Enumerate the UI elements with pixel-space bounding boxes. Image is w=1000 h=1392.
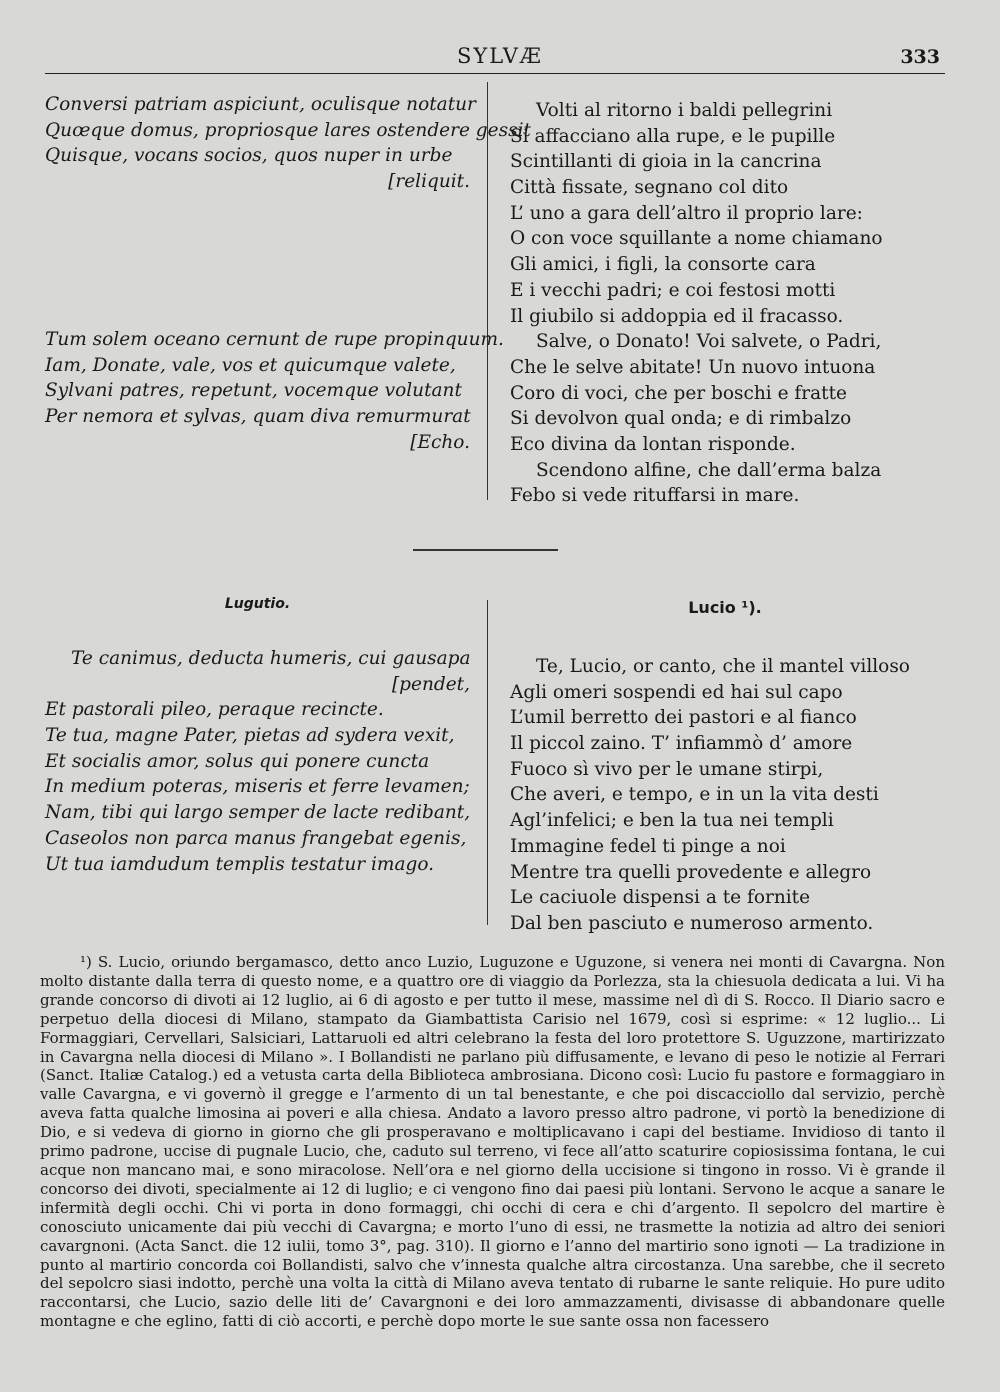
verse-line: Coro di voci, che per boschi e fratte: [510, 382, 847, 404]
verse-line: Quœque domus, propriosque lares ostendere gessit: [45, 119, 531, 141]
verse-line: Te canimus, deducta humeris, cui gausapa: [71, 648, 471, 669]
verse-line: Salve, o Donato! Voi salvete, o Padri,: [536, 331, 882, 353]
verse-line: Il giubilo si addoppia ed il fracasso.: [510, 305, 844, 327]
verse-line: Te tua, magne Pater, pietas ad sydera vexit,: [45, 725, 455, 747]
verse-line: Et socialis amor, solus qui ponere cuncta: [45, 750, 430, 772]
verse-line: Iam, Donate, vale, vos et quicumque valete,: [45, 354, 456, 376]
verse-line: Eco divina da lontan risponde.: [510, 433, 796, 455]
column-divider: [487, 600, 488, 925]
verse-line: L’umil berretto dei pastori e al fianco: [510, 707, 857, 729]
verse-line: Sylvani patres, repetunt, vocemque volutant: [45, 380, 462, 402]
verse-line: [pendet,: [391, 673, 470, 695]
header-rule: [45, 73, 945, 74]
verse-line: Mentre tra quelli provedente e allegro: [510, 861, 872, 883]
verse-line: Che le selve abitate! Un nuovo intuona: [510, 356, 876, 378]
verse-line: Febo si vede rituffarsi in mare.: [510, 485, 800, 507]
page-number: 333: [900, 46, 940, 68]
verse-line: Città fissate, segnano col dito: [510, 177, 789, 199]
latin-heading: Lugutio.: [224, 596, 291, 612]
running-header: SYLVÆ: [457, 44, 543, 68]
verse-line: Ut tua iamdudum templis testatur imago.: [45, 853, 435, 875]
verse-line: Scintillanti di gioia in la cancrina: [510, 151, 822, 173]
verse-line: Tum solem oceano cernunt de rupe propinquum.: [45, 329, 504, 350]
verse-line: Quisque, vocans socios, quos nuper in urbe: [45, 145, 453, 167]
verse-line: In medium poteras, miseris et ferre levamen;: [45, 776, 470, 798]
verse-line: Scendono alfine, che dall’erma balza: [536, 459, 882, 481]
verse-line: Gli amici, i figli, la consorte cara: [510, 254, 816, 276]
italian-verse-block-1: [510, 98, 940, 509]
footnote-text: ¹) S. Lucio, oriundo bergamasco, detto anco Luzio, Luguzone e Uguzone, si venera nei monti di Cavargna. Non molto distante dalla terra di questo nome, e a quattro ore di viaggio da Porlezza, sta la chiesuola dedicata a lui. Vi ha grande concorso di divoti ai 12 luglio, ai 6 di agosto e per tutto il mese, massime nel dì di S. Rocco. Il Diario sacro e perpetuo della diocesi di Milano, stampato da Giambattista Carisio nel 1679, così si esprime: « 12 luglio... Li Formaggiari, Cervellari, Salsiciari, Lattaruoli ed altri celebrano la festa del loro protettore S. Uguzzone, martirizzato in Cavargna nella diocesi di Milano ». I Bollandisti ne parlano più diffusamente, e levano di peso le notizie al Ferrari (Sanct. Italiæ Catalog.) ed a vetusta carta della Biblioteca ambrosiana. Dicono così: Lucio fu pastore e formaggiaro in valle Cavargna, e vi governò il gregge e l’armento di un tal benestante, e che poi discacciollo dal servizio, perchè aveva fatta qualche limosina ai poveri e alla chiesa. Andato a lavoro presso altro padrone, vi portò la benedizione di Dio, e si vedeva di giorno in giorno che gli prosperavano e moltiplicavano i capi del bestiame. Invidioso di tanto il primo padrone, uccise di pugnale Lucio, che, caduto sul terreno, vi fece all’atto scaturire copiosissima fontana, le cui acque non mancano mai, e sono miracolose. Nell’ora e nel giorno della uccisione si tingono in rosso. Vi è grande il concorso dei divoti, specialmente ai 12 di luglio; e ci vengono fino dai paesi più lontani. Servono le acque a sanare le infermità degli occhi. Chi vi porta in dono formaggi, chi occhi di cera e chi d’argento. Il sepolcro del martire è conosciuto unicamente dai più vecchi di Cavargna; e morto l’uno di essi, ne trasmette la notizia ad altro dei seniori cavargnoni. (Acta Sanct. die 12 iulii, tomo 3°, pag. 310). Il giorno e l’anno del martirio sono ignoti — La tradizione in punto al martirio concorda coi Bollandisti, salvo che v’innesta qualche altra circostanza. Una sarebbe, che il secreto del sepolcro siasi indotto, perchè una volta la città di Milano aveva tentato di rubarne le sante reliquie. Ho pure udito raccontarsi, che Lucio, sazio delle liti de’ Cavargnoni e dei loro ammazzamenti, divisasse di abbandonare quelle montagne e che eglino, fatti di ciò accorti, e perchè dopo morte le sue sante ossa non facessero: [40, 953, 945, 1331]
verse-line: O con voce squillante a nome chiamano: [510, 228, 883, 250]
verse-line: Per nemora et sylvas, quam diva remurmurat: [45, 406, 471, 428]
verse-line: Conversi patriam aspiciunt, oculisque notatur: [45, 94, 476, 115]
latin-verse-block-1: [45, 92, 531, 195]
verse-line: Nam, tibi qui largo semper de lacte redibant,: [45, 802, 471, 824]
latin-verse-block-2: [45, 327, 504, 455]
verse-line: Agli omeri sospendi ed hai sul capo: [510, 681, 843, 703]
section-divider-rule: [413, 549, 558, 551]
verse-line: E i vecchi padri; e coi festosi motti: [510, 279, 836, 301]
verse-line: Te, Lucio, or canto, che il mantel villoso: [536, 656, 910, 677]
latin-verse-block-3: [45, 646, 470, 877]
verse-line: Le caciuole dispensi a te fornite: [510, 887, 811, 909]
italian-verse-block-2: [510, 654, 940, 937]
footnote: [40, 953, 945, 1331]
verse-line: Si affacciano alla rupe, e le pupille: [510, 125, 836, 147]
verse-line: Che averi, e tempo, e in un la vita desti: [510, 784, 879, 806]
verse-line: Agl’infelici; e ben la tua nei templi: [510, 810, 834, 832]
verse-line: Et pastorali pileo, peraque recincte.: [45, 699, 384, 721]
verse-line: [Echo.: [410, 431, 470, 453]
verse-line: L’ uno a gara dell’altro il proprio lare:: [510, 202, 863, 224]
verse-line: Si devolvon qual onda; e di rimbalzo: [510, 408, 852, 430]
verse-line: Il piccol zaino. T’ infiammò d’ amore: [510, 733, 853, 755]
verse-line: Caseolos non parca manus frangebat egenis,: [45, 827, 467, 849]
verse-line: Immagine fedel ti pinge a noi: [510, 835, 786, 857]
verse-line: Dal ben pasciuto e numeroso armento.: [510, 912, 874, 934]
column-divider: [487, 82, 488, 500]
verse-line: Fuoco sì vivo per le umane stirpi,: [510, 758, 824, 780]
italian-heading: Lucio ¹).: [688, 598, 762, 617]
verse-line: Volti al ritorno i baldi pellegrini: [536, 100, 833, 121]
verse-line: [reliquit.: [388, 171, 470, 193]
